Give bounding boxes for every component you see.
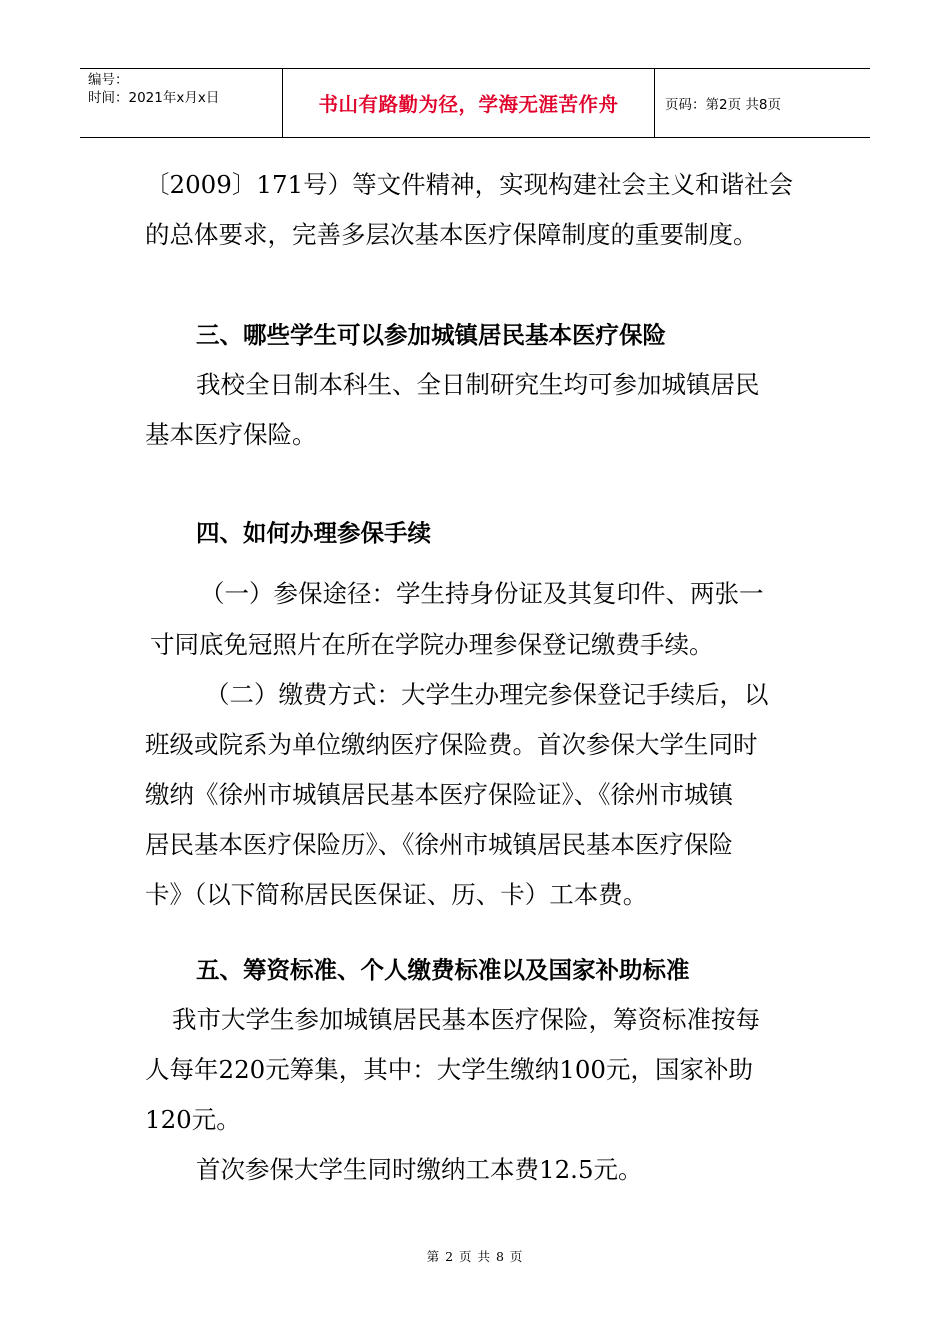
time-label: 时间：2021年x月x日 xyxy=(88,90,220,106)
page-footer: 第 2 页 共 8 页 xyxy=(426,1249,524,1264)
paragraph-line: 寸同底免冠照片在所在学院办理参保登记缴费手续。 xyxy=(150,630,714,659)
paragraph-line: 缴纳《徐州市城镇居民基本医疗保险证》、《徐州市城镇 xyxy=(145,780,733,809)
header-page-info: 页码：第2页 共8页 xyxy=(665,97,781,113)
paragraph-line: 120元。 xyxy=(145,1105,241,1134)
paragraph-line: 首次参保大学生同时缴纳工本费12.5元。 xyxy=(196,1155,643,1184)
paragraph-line: 的总体要求，完善多层次基本医疗保障制度的重要制度。 xyxy=(145,220,758,249)
header-motto: 书山有路勤为径，学海无涯苦作舟 xyxy=(318,93,619,116)
page-header xyxy=(80,68,870,138)
section-heading-5: 五、筹资标准、个人缴费标准以及国家补助标准 xyxy=(196,956,690,984)
section-heading-3: 三、哪些学生可以参加城镇居民基本医疗保险 xyxy=(196,321,666,349)
paragraph-line: 基本医疗保险。 xyxy=(145,420,317,449)
header-meta xyxy=(80,69,282,137)
header-motto-cell xyxy=(282,69,655,137)
paragraph-line: （一）参保途径：学生持身份证及其复印件、两张一 xyxy=(200,579,764,608)
paragraph-line: 人每年220元筹集，其中：大学生缴纳100元，国家补助 xyxy=(145,1055,754,1084)
paragraph-line: 我校全日制本科生、全日制研究生均可参加城镇居民 xyxy=(196,370,760,399)
section-heading-4: 四、如何办理参保手续 xyxy=(196,519,431,547)
paragraph-line: 〔2009〕171号）等文件精神，实现构建社会主义和谐社会 xyxy=(145,170,794,199)
paragraph-line: （二）缴费方式：大学生办理完参保登记手续后，以 xyxy=(205,680,769,709)
paragraph-line: 我市大学生参加城镇居民基本医疗保险，筹资标准按每 xyxy=(172,1005,760,1034)
paragraph-line: 卡》（以下简称居民医保证、历、卡）工本费。 xyxy=(145,880,648,909)
paragraph-line: 班级或院系为单位缴纳医疗保险费。首次参保大学生同时 xyxy=(145,730,758,759)
paragraph-line: 居民基本医疗保险历》、《徐州市城镇居民基本医疗保险 xyxy=(145,830,733,859)
number-label: 编号： xyxy=(88,72,129,88)
